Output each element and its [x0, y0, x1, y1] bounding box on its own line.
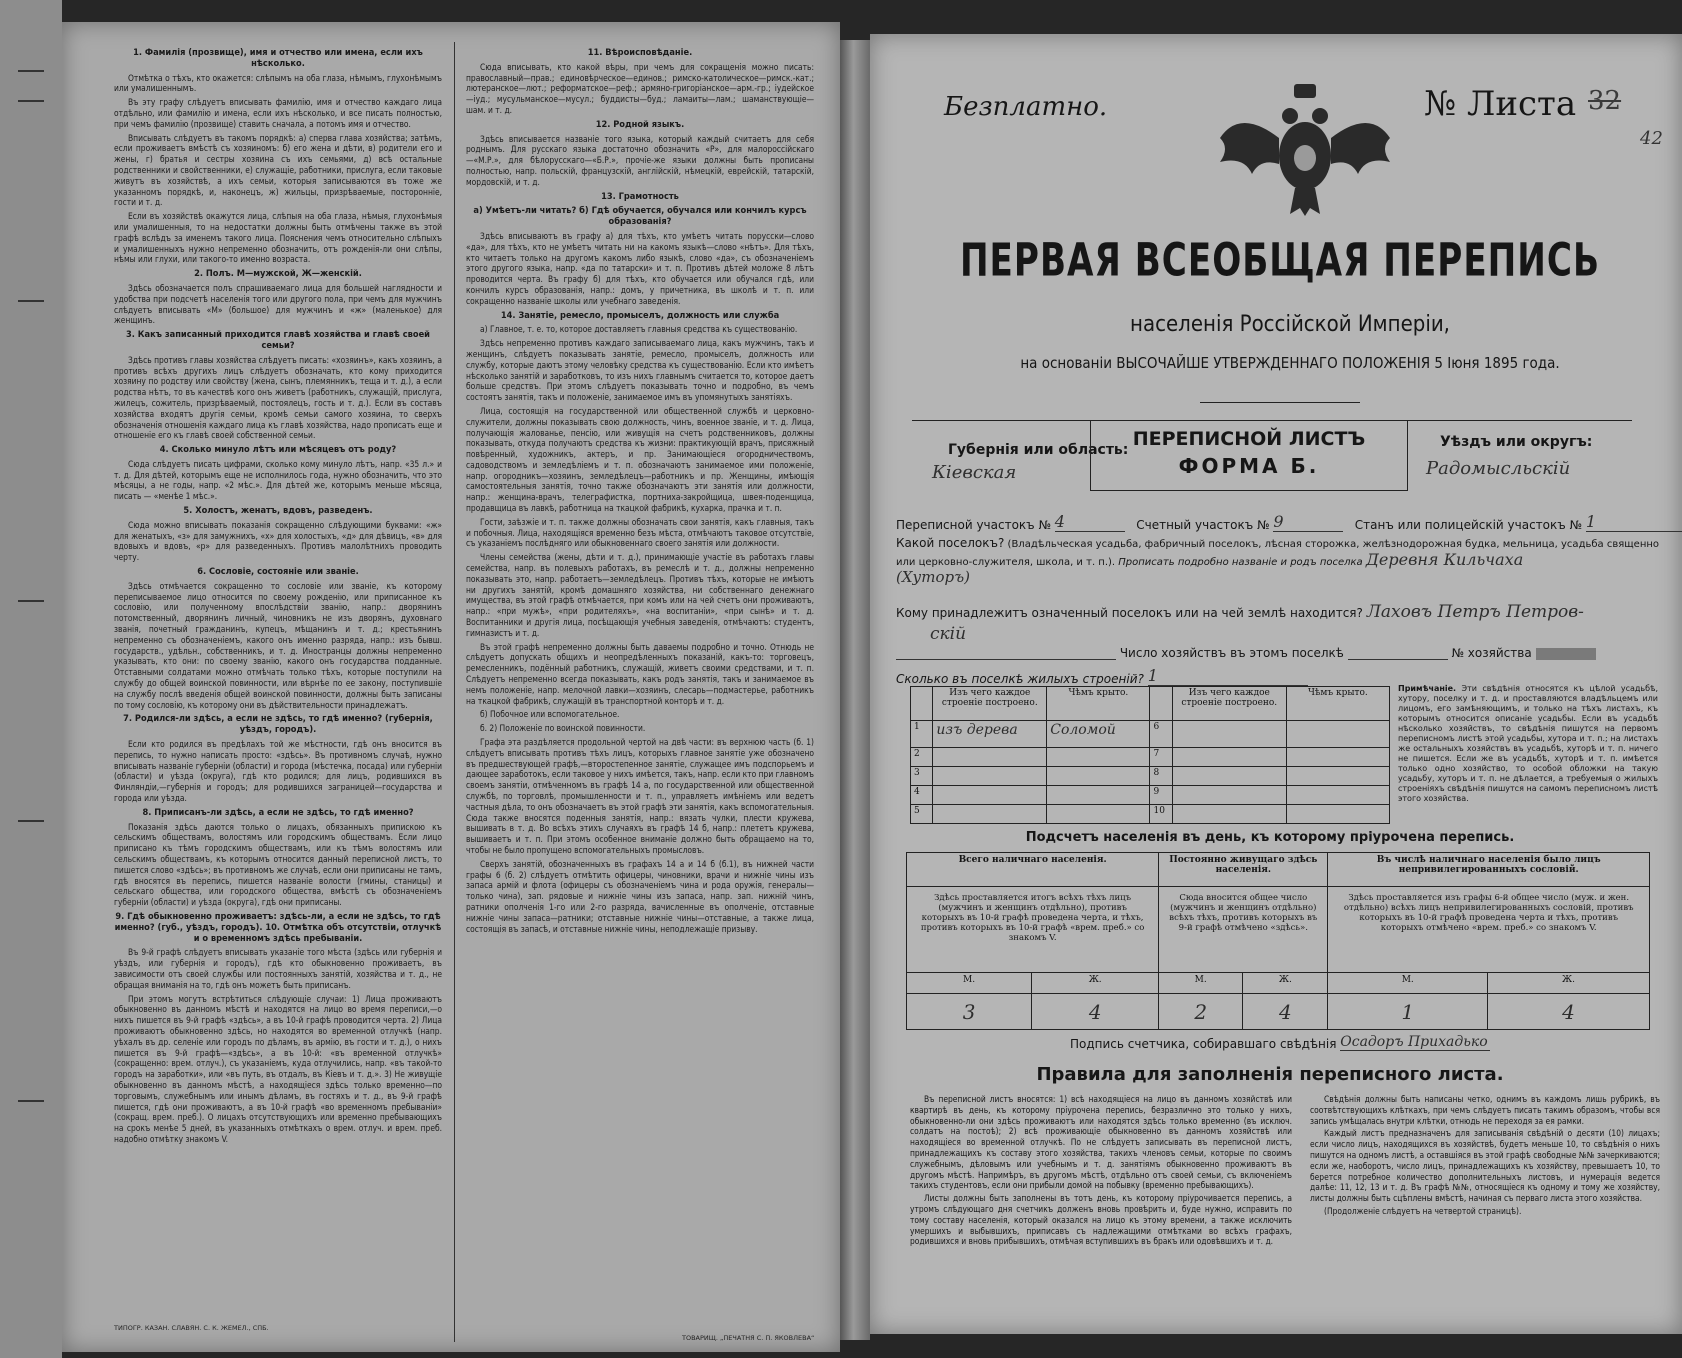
total-female-value: 4: [1032, 994, 1159, 1030]
buildings-roof-header: Чѣмъ крыто.: [1047, 687, 1150, 721]
section-heading: 2. Полъ. М—мужской, Ж—женскій.: [194, 268, 362, 280]
households-label: Число хозяйствъ въ этомъ поселкѣ: [1119, 646, 1344, 660]
instruction-paragraph: Здѣсь непременно противъ каждаго записываемаго лица, какъ мужчинъ, такъ и женщинъ, слѣдуетъ показывать занятіе, ремесло, промыселъ, должность или службу, которые даютъ этому человѣку средства къ существованію. Если кто имѣетъ нѣсколько занятій и заработковъ, то изъ нихъ главнымъ считается то, которое даетъ больше средствъ. При этомъ слѣдуетъ показывать точно и подробно, въ чемъ состоятъ занятія, такъ и положеніе, занимаемое имъ въ упомянутыхъ занятіяхъ.: [466, 338, 814, 403]
building-material: [1172, 805, 1286, 824]
instruction-paragraph: Въ этой графѣ непременно должны быть даваемы подробно и точно. Отнюдь не слѣдуетъ допускать общихъ и неопредѣленныхъ показаній, какъ-то: торговецъ, ремесленникъ, подённый работникъ, служащій, живетъ своими средствами, и т. п. Слѣдуетъ непременно всегда показывать, какъ родъ занятія, такъ и занимаемое въ немъ положеніе, напр. мелочной лавки—хозяинъ, слесарь—подмастерье, работникъ на ткацкой фабрикѣ, служащій въ транспортной конторѣ и т. д.: [466, 641, 814, 706]
enumerator-signature-row: [1070, 1034, 1490, 1051]
rules-paragraph: Листы должны быть заполнены въ тотъ день, къ которому пріурочивается перепись, а утромъ слѣдующаго дня счетчикъ долженъ вновь провѣрить и, буде нужно, исправить по тому составу населенія, который оказался на лицо къ этому времени, а также исключить умершихъ и выбывшихъ, приписавъ съ надлежащими отмѣтками во всѣхъ графахъ, родившихся и вновь прибывшихъ, отмѣчая вступившихъ въ бракъ или одовѣвшихъ и т. д.: [910, 1193, 1292, 1247]
buildings-roof-header-2: Чѣмъ крыто.: [1286, 687, 1389, 721]
building-roof: [1047, 786, 1150, 805]
perepisnoy-uchastok-label: Переписной участокъ №: [896, 518, 1051, 532]
building-roof: [1286, 748, 1389, 767]
instructions-column-2: [466, 44, 814, 937]
section-heading: 13. Грамотность: [601, 190, 679, 202]
instruction-paragraph: Отмѣтка о тѣхъ, кто окажется: слѣпымъ на оба глаза, нѣмымъ, глухонѣмымъ или умалишеннымъ.: [114, 72, 442, 94]
buildings-material-header-2: Изъ чего каждое строеніе построено.: [1172, 687, 1286, 721]
corner-handwritten-number: 42: [1640, 128, 1663, 149]
signature-label: Подпись счетчика, собиравшаго свѣдѣнія: [1070, 1037, 1337, 1051]
household-number-redacted: [1536, 648, 1596, 660]
male-label: М.: [907, 973, 1032, 994]
building-material: [1172, 748, 1286, 767]
settlement-hint: (Владѣльческая усадьба, фабричный поселокъ, лѣсная сторожка, желѣзнодорожная будка, мельница, усадьба священно или церковно-служителя, школа, и т. п.).: [896, 539, 1660, 568]
settlement-handwritten-value-2: (Хуторъ): [896, 568, 970, 586]
printer-imprint-left: ТИПОГР. КАЗАН. СЛАВЯН. С. К. ЖЕМЕЛ., СПБ.: [114, 1324, 269, 1332]
building-material: [933, 805, 1047, 824]
page-gutter: [840, 40, 870, 1340]
row-number: 7: [1150, 748, 1172, 767]
resident-male-value: 2: [1159, 994, 1243, 1030]
male-label: М.: [1328, 973, 1488, 994]
uezd-label: Уѣздъ или округъ:: [1440, 434, 1593, 450]
census-sheet-title: ПЕРЕПИСНОЙ ЛИСТЪ: [1132, 428, 1366, 450]
building-material: [933, 786, 1047, 805]
instruction-paragraph: Въ 9-й графѣ слѣдуетъ вписывать указаніе того мѣста (здѣсь или губернія и уѣздъ, или губернія и городъ), гдѣ кто обыкновенно проживаетъ, въ зависимости отъ своей службы или постоянныхъ занятій, хозяйства и т. д., не обращая вниманія на то, гдѣ онъ можетъ быть приписанъ.: [114, 947, 442, 990]
building-roof: [1286, 805, 1389, 824]
building-roof: [1047, 805, 1150, 824]
population-count-title: Подсчетъ населенія въ день, къ которому пріурочена перепись.: [1025, 830, 1515, 845]
section-heading: 8. Приписанъ-ли здѣсь, а если не здѣсь, то гдѣ именно?: [142, 806, 414, 818]
rules-column-1: [910, 1094, 1292, 1249]
instruction-paragraph: а) Главное, т. е. то, которое доставляетъ главныя средства къ существованію.: [480, 324, 798, 335]
double-headed-eagle-emblem: [1200, 78, 1410, 218]
female-label: Ж.: [1032, 973, 1159, 994]
form-subtitle: населенія Россійской Имперіи,: [1130, 312, 1450, 337]
nonprivileged-male-value: 1: [1328, 994, 1488, 1030]
female-label: Ж.: [1243, 973, 1328, 994]
section-heading: 14. Занятіе, ремесло, промыселъ, должность или служба: [500, 309, 780, 321]
instruction-paragraph: Сюда вписывать, кто какой вѣры, при чемъ для сокращенія можно писать: православный—прав.; единовѣрческое—единов.; римско-католическое—римск.-кат.; лютеранское—лют.; реформатское—реф.; армяно-григоріанское—арм.-гр.; іудейское—іуд.; мусульманское—мусул.; буддисты—буд.; ламаиты—лам.; шаманствующіе—шам. и т. д.: [466, 61, 814, 115]
total-population-header: Всего наличнаго населенія.: [907, 853, 1159, 887]
row-number: 6: [1150, 720, 1172, 748]
buildings-table: [910, 686, 1390, 824]
rules-paragraph: Каждый листъ предназначенъ для записыванія свѣдѣній о десяти (10) лицахъ; если число лицъ, находящихся въ хозяйствѣ, будетъ меньше 10, то свѣдѣнія о нихъ пишутся на одномъ листѣ, а оставшіяся въ этой графѣ свободные №№ зачеркиваются; если же, наоборотъ, число лицъ, принадлежащихъ къ хозяйству, превышаетъ 10, то берется потребное количество дополнительныхъ листовъ, и нумерація ведется далѣе: 11, 12, 13 и т. д. Въ графѣ №№, относящіеся къ одному и тому же хозяйству, листы должны быть сцѣплены вмѣстѣ, начиная съ перваго листа этого хозяйства.: [1310, 1128, 1660, 1204]
section-heading: 9. Гдѣ обыкновенно проживаетъ: здѣсь-ли, а если не здѣсь, то гдѣ именно? (губ., уѣздъ, городъ). 10. Отмѣтка объ отсутствіи, отлучкѣ и о временномъ здѣсь пребываніи.: [114, 910, 442, 944]
section-heading: 6. Сословіе, состояніе или званіе.: [197, 566, 359, 578]
section-heading: 5. Холостъ, женатъ, вдовъ, разведенъ.: [183, 505, 373, 517]
schetny-uchastok-value: 9: [1273, 512, 1343, 532]
population-count-table: [906, 852, 1650, 1030]
buildings-row: [896, 666, 1308, 686]
building-material: [1172, 720, 1286, 748]
row-number: 3: [911, 767, 933, 786]
section-heading: 3. Какъ записанный приходится главѣ хозяйства и главѣ своей семьи?: [126, 329, 430, 351]
buildings-table-row: [911, 748, 1390, 767]
row-number: 8: [1150, 767, 1172, 786]
section-heading: 4. Сколько минуло лѣтъ или мѣсяцевъ отъ роду?: [159, 444, 397, 456]
binding-edge: [0, 0, 62, 1358]
perepisnoy-uchastok-value: 4: [1055, 512, 1125, 532]
uezd-handwritten-value: Радомысльскій: [1426, 458, 1571, 479]
nonprivileged-population-instruction: Здѣсь проставляется изъ графы 6-й общее число (муж. и жен. отдѣльно) всѣхъ лицъ непривилегированныхъ сословій, противъ которыхъ въ 10-й графѣ проведена черта и тѣхъ, противъ которыхъ отмѣчено «врем. преб.» со знакомъ V.: [1328, 887, 1650, 973]
instruction-paragraph: При этомъ могутъ встрѣтиться слѣдующіе случаи: 1) Лица проживаютъ обыкновенно въ данномъ мѣстѣ и находятся на лицо во время переписи,—о нихъ пишется въ 9-й графѣ «здѣсь», а въ 10-й графѣ проводится черта. 2) Лица проживаютъ обыкновенно здѣсь, но находятся во временной отлучкѣ (напр. уѣхалъ въ др. селеніе или городъ по дѣламъ, въ армію, въ гости и т. д.), о нихъ пишется въ 9-й графѣ—«здѣсь», а въ 10-й: «въ временной отлучкѣ» (сокращенно: врем. отлуч.), съ указаніемъ, куда отлучились, напр. «въ такой-то городъ на заработки», или «въ путь, въ отдалъ, въ Кіевъ и т. д.». 3) Не живущіе обыкновенно въ данномъ мѣстѣ, а находящіеся здѣсь только временно—по торговымъ, служебнымъ или инымъ дѣламъ, въ гостяхъ и т. д., въ 9-й графѣ пишется, гдѣ они проживаютъ, а въ 10-й графѣ «во временномъ пребываніи» (сокращ. врем. преб.). О лицахъ отсутствующихъ или временно пребывающихъ на срокъ менѣе 5 дней, въ указанныхъ отмѣткахъ о врем. отлуч. и врем. преб. надобно отмѣтку знакомъ V.: [114, 993, 442, 1144]
signature-value: Осадоръ Прихадько: [1340, 1034, 1490, 1051]
title-separator: [1200, 402, 1360, 403]
building-material: [1172, 786, 1286, 805]
male-label: М.: [1159, 973, 1243, 994]
settlement-hint-2: Прописать подробно названіе и родъ поселка: [1118, 557, 1363, 568]
section-heading: а) Умѣетъ-ли читать? б) Гдѣ обучается, обучался или кончилъ курсъ образованія?: [473, 205, 807, 228]
buildings-table-row: [911, 767, 1390, 786]
buildings-label: Сколько въ поселкѣ жилыхъ строеній?: [896, 672, 1144, 686]
form-legal-basis: на основаніи ВЫСОЧАЙШЕ УТВЕРЖДЕННАГО ПОЛОЖЕНІЯ 5 Іюня 1895 года.: [1020, 354, 1560, 372]
row-number: 9: [1150, 786, 1172, 805]
instruction-paragraph: Гости, заѣзжіе и т. п. также должны обозначать свои занятія, какъ главныя, такъ и побочныя. Лица, находящіяся временно безъ мѣста, отмѣчаютъ таковое отсутствіе, съ указаніемъ послѣдняго или обыкновеннаго своего занятія или должности.: [466, 516, 814, 549]
buildings-table-row: [911, 805, 1390, 824]
instruction-paragraph: б. 2) Положеніе по воинской повинности.: [480, 723, 646, 734]
nonprivileged-female-value: 4: [1488, 994, 1650, 1030]
row-number: 1: [911, 720, 933, 748]
form-main-title: ПЕРВАЯ ВСЕОБЩАЯ ПЕРЕПИСЬ: [959, 233, 1601, 287]
instruction-paragraph: Если въ хозяйствѣ окажутся лица, слѣпыя на оба глаза, нѣмыя, глухонѣмыя или умалишенныя, то на недостатки должны быть отмѣчены также въ этой графѣ вслѣдъ за именемъ такого лица. Пояснения чемъ относительно слѣпыхъ и умалишенныхъ нужно непременно обозначить, отъ рожденія-ли они слѣпы, нѣмы или глухи, или такого-то именно возраста.: [114, 211, 442, 265]
left-page-instructions: [62, 22, 840, 1352]
instruction-paragraph: Здѣсь вписываютъ въ графу а) для тѣхъ, кто умѣетъ читать порусски—слово «да», для тѣхъ, кто не умѣетъ читать ни на какомъ языкѣ—слово «нѣтъ». Для тѣхъ, кто читаетъ только на другомъ какомъ либо языкѣ, слово «да», съ обозначеніемъ этого другого языка, напр. «да по татарски» и т. п. Противъ дѣтей моложе 8 лѣтъ проводится черта. Въ графу б) для тѣхъ, кто обучается или обучался гдѣ, или кончилъ курсъ образованія, напр.: домъ, у причетника, въ школѣ и т. п. или сокращенно названіе школы или учебнаго заведенія.: [466, 230, 814, 306]
rules-paragraph: Свѣдѣнія должны быть написаны четко, однимъ въ каждомъ лишь рубрикѣ, въ соотвѣтствующихъ клѣткахъ, при чемъ слѣдуетъ писать такимъ образомъ, чтобы вся запись умѣщалась внутри клѣтки, отнюдь не переходя за ея рамки.: [1310, 1094, 1660, 1126]
instruction-paragraph: б) Побочное или вспомогательное.: [480, 709, 620, 720]
sheet-number-value: 32: [1588, 86, 1622, 116]
buildings-table-header: [911, 687, 1390, 721]
instruction-paragraph: Графа эта раздѣляется продольной чертой на двѣ части: въ верхнюю часть (б. 1) слѣдуетъ вписывать противъ тѣхъ лицъ, которыхъ главное занятіе уже обозначено въ предшествующей графѣ,—второстепенное занятіе, служащее имъ подспорьемъ и дающее заработокъ, если таковое у нихъ имѣется, такъ, напр. если кто при главномъ своемъ занятіи, отмѣченномъ въ графѣ 14 а, по государственной или общественной службѣ, по торговлѣ, промышленности и т. п., управляетъ имѣніемъ или ведетъ частныя дѣла, то онъ обозначаетъ въ этой графѣ эти занятія, какъ вспомогательныя. Сюда также вносятся поденныя занятія, напр.: вязать чулки, плести кружева, вышивать в т. д. Во всѣхъ этихъ случаяхъ въ графѣ 14 б, напр.: плететъ кружева, вышиваетъ и т. п. При этомъ особенное вниманіе должно быть обращаемо на то, чтобы не было пропущено вспомогательныхъ промысловъ.: [466, 737, 814, 855]
section-heading: 12. Родной языкъ.: [595, 118, 685, 130]
instruction-paragraph: Здѣсь вписывается названіе того языка, который каждый считаетъ для себя роднымъ. Для русскаго языка достаточно обозначить «Р», для малороссійскаго—«М.Р.», для бѣлорусскаго—«Б.Р.», прочіе-же языки должны быть прописаны полностью, напр. польскій, французскій, англійскій, нѣмецкій, еврейскій, татарскій, мордовскій, и т. д.: [466, 133, 814, 187]
gubernia-handwritten-value: Кіевская: [932, 462, 1017, 483]
resident-population-instruction: Сюда вносится общее число (мужчинъ и женщинъ отдѣльно) всѣхъ тѣхъ, противъ которыхъ въ 9-й графѣ отмѣчено «здѣсь».: [1159, 887, 1328, 973]
row-number: 2: [911, 748, 933, 767]
row-number: 4: [911, 786, 933, 805]
instruction-paragraph: Сверхъ занятій, обозначенныхъ въ графахъ 14 а и 14 б (б.1), въ нижней части графы 6 (б. 2) слѣдуетъ отмѣтить офицеры, чиновники, врачи и нижніе чины изъ запаса армій и флота (офицеры съ обозначеніемъ чина и рода оружія, генералы—только чина), зап. рядовые и нижніе чины изъ запаса, напр. зап. нижній чинъ, ратники ополченія 1-го или 2-го разряда, вачисленные въ ополченіе, отставные нижніе чины запаса—ратники; отставные нижніе чины—отставные, а также лица, состоящія въ запасѣ, и отставные нижніе чины, неподлежащіе призыву.: [466, 858, 814, 934]
household-number-label: № хозяйства: [1451, 646, 1532, 660]
rules-paragraph: Въ переписной листъ вносятся: 1) всѣ находящіеся на лицо въ данномъ хозяйствѣ или квартирѣ въ день, къ которому пріурочена перепись, безразлично это только у нихъ, обыкновенно-ли они здѣсь проживаютъ или находятся здѣсь только временно (въ исключ. солдатъ на постоѣ); 2) всѣ проживающіе обыкновенно въ данномъ хозяйствѣ или находящіеся во временной отлучкѣ. По не слѣдуетъ записывать въ переписной листъ, принадлежащихъ къ составу этого хозяйства, такихъ членовъ семьи, которые по своимъ служебнымъ, дѣловымъ или учебнымъ и т. д. занятіямъ обыкновенно проживаютъ въ другомъ мѣстѣ. Напримѣръ, въ другомъ мѣстѣ, отдѣльно отъ своей семьи, съ включеніемъ такихъ студентовъ, если они прибыли домой на побывку (временно пребывающихъ).: [910, 1094, 1292, 1191]
note-title: Примѣчаніе.: [1398, 684, 1457, 693]
instruction-paragraph: Сюда слѣдуетъ писать цифрами, сколько кому минуло лѣтъ, напр. «35 л.» и т. д. Для дѣтей, которымъ еще не исполнилось года, нужно обозначить, что это мѣсяцы, а не годы, напр. «2 мѣс.». Для дѣтей же, которымъ меньше мѣсяца, писать — «менѣе 1 мѣс.».: [114, 458, 442, 502]
district-row: [896, 512, 1682, 532]
stan-value: 1: [1586, 512, 1682, 532]
instruction-paragraph: Если кто родился въ предѣлахъ той же мѣстности, гдѣ онъ вносится въ перепись, то нужно написать просто: «здѣсь». Въ противномъ случаѣ, нужно вписывать названіе губерніи (области) и города (мѣстечка, посада) или губерніи (области) и уѣзда (округа), гдѣ кто родился; для лицъ, родившихся въ Финляндіи,—губернія и городъ; для родившихся заграницей—государства и города или уѣзда.: [114, 739, 442, 803]
instruction-paragraph: Показанія здѣсь даются только о лицахъ, обязанныхъ припискою къ сельскимъ обществамъ, волостямъ или городскимъ обществамъ. Если лицо приписано къ тѣмъ городскимъ обществамъ, или къ тѣмъ волостямъ или сельскимъ обществамъ, къ которымъ относится данный переписной листъ, то пишется слово «здѣсь»; въ противномъ же случаѣ, если они приписаны не тамъ, гдѣ вносятся въ перепись, пишется названіе волости (гмины, станицы) и сельскаго общества, или городского общества, вмѣстѣ съ обозначеніемъ губерніи (области) и уѣзда (округа), гдѣ они приписаны.: [114, 821, 442, 908]
row-number: 5: [911, 805, 933, 824]
settlement-label: Какой поселокъ?: [896, 536, 1005, 550]
owner-row: [896, 602, 1584, 622]
buildings-table-row: [911, 720, 1390, 748]
instruction-paragraph: Лица, состоящія на государственной или общественной службѣ и церковно-служители, должны показывать свою должность, чинъ, военное званіе, и т. д. Лица, получающія жалованье, пенсію, или живущія на счетъ родственниковъ, должны показывать, откуда получаютъ средства къ жизни: практикующій врачъ, присяжный повѣренный, художникъ, актеръ, и пр. Занимающіеся огородничествомъ, садоводствомъ и земледѣліемъ и т. п. обозначаютъ занимаемое ими положеніе, напр. огородникъ—хозяинъ, земледѣлецъ—работникъ и пр. Женщины, имѣющія самостоятельныя занятія, точно также обозначаютъ эти занятія или должности, напр.: женщина-врачъ, телеграфистка, портниха-закройщица, швея-поденщица, продавщица въ лавкѣ, работница на ткацкой фабрикѣ, кухарка, прачка и т. п.: [466, 405, 814, 514]
settlement-handwritten-value: Деревня Кильчаха: [1365, 550, 1524, 569]
right-page-census-form: [870, 34, 1682, 1334]
resident-population-header: Постоянно живущаго здѣсь населенія.: [1159, 853, 1328, 887]
sheet-number-label: № Листа: [1424, 84, 1577, 124]
resident-female-value: 4: [1243, 994, 1328, 1030]
owner-handwritten-value: Лаховъ Петръ Петров-: [1366, 602, 1584, 622]
female-label: Ж.: [1488, 973, 1650, 994]
gubernia-label: Губернія или область:: [948, 442, 1129, 458]
section-heading: 11. Вѣроисповѣданіе.: [587, 47, 693, 58]
instruction-paragraph: Сюда можно вписывать показанія сокращенно слѣдующими буквами: «ж» для женатыхъ, «з» для замужнихъ, «х» для холостыхъ, «д» для дѣвицъ, «в» для вдовыхъ и вдовъ, «р» для разведенныхъ. Противъ малолѣтнихъ проводить черту.: [114, 519, 442, 563]
rules-column-2: [1310, 1094, 1660, 1219]
instruction-paragraph: Здѣсь обозначается полъ спрашиваемаго лица для большей наглядности и удобства при подсчетѣ населенія того или другого пола, при чемъ для мужчинъ слѣдуетъ вписывать «М» (большое) для мужчинъ и «ж» (маленькое) для женщинъ.: [114, 282, 442, 326]
instruction-paragraph: Здѣсь противъ главы хозяйства слѣдуетъ писать: «хозяинъ», какъ хозяинъ, а противъ всѣхъ другихъ лицъ слѣдуетъ обозначать, кто кому приходится хозяину по родству или свойству (жена, сынъ, племянникъ, теща и т. д.), а если родства нѣтъ, то въ качествѣ кого онъ живетъ (работникъ, служащій, прислуга, жилецъ, сожитель, призрѣваемый, постоялецъ, гость и т. д.). Если въ составъ хозяйства входятъ другія семьи, кромѣ семьи самого хозяина, то сверхъ обозначенія отношенія каждаго лица къ главѣ хозяйства, надо прописать еще и отношеніе его къ главѣ своей собственной семьи.: [114, 354, 442, 441]
instruction-paragraph: Здѣсь отмѣчается сокращенно то сословіе или званіе, къ которому переписываемое лицо относится по своему рожденію, или приписанное къ сословію, или полученному впослѣдствіи званію, напр.: дворянинъ потомственный, дворянинъ личный, чиновникъ не изъ дворянъ, духовнаго званія, почетный гражданинъ, купецъ, мѣщанинъ и т. д.; крестьянинъ непременно съ обозначеніемъ, какого онъ именно разряда, напр.: изъ бывш. государств., удѣльн., собственникъ, и т. д. Иностранцы должны непременно указывать, кто они: по своему званію, какого онъ государства подданные. Отставными солдатами можно отмѣчать только тѣхъ, которые поступили на службу до общей воинской повинности, или вѣрнѣе по ее закону, поступившіе на службу послѣ введенія общей воинской повинности, должны быть записаны по тому сословію, къ которому они въ дѣйствительности принадлежатъ.: [114, 580, 442, 710]
section-heading: 1. Фамилія (прозвище), имя и отчество или имена, если ихъ нѣсколько.: [133, 47, 423, 69]
buildings-value: 1: [1148, 666, 1308, 686]
rules-paragraph: (Продолженіе слѣдуетъ на четвертой страницѣ).: [1324, 1205, 1522, 1216]
stan-label: Станъ или полицейскій участокъ №: [1354, 518, 1583, 532]
building-roof: [1286, 767, 1389, 786]
section-heading: 7. Родился-ли здѣсь, а если не здѣсь, то гдѣ именно? (губернія, уѣздъ, городъ).: [123, 713, 433, 736]
total-population-instruction: Здѣсь проставляется итогъ всѣхъ тѣхъ лицъ (мужчинъ и женщинъ отдѣльно), противъ которыхъ въ 10-й графѣ проведена черта, и тѣхъ, противъ которыхъ въ 10-й графѣ «врем. преб.» со знакомъ V.: [907, 887, 1159, 973]
households-row: [896, 646, 1666, 660]
building-roof: [1047, 748, 1150, 767]
printer-imprint-right: ТОВАРИЩ. „ПЕЧАТНЯ С. П. ЯКОВЛЕВА“: [682, 1334, 815, 1342]
form-b-title: ФОРМА Б.: [1178, 454, 1320, 478]
owner-handwritten-value-2: скій: [930, 624, 967, 644]
note-text: Эти свѣдѣнія относятся къ цѣлой усадьбѣ, хутору, поселку и т. д. и проставляются владѣльцемъ или лицомъ, его замѣняющимъ, и только на тѣхъ листахъ, къ которымъ относится описаніе усадьбы. Если въ усадьбѣ нѣсколько хозяйствъ, то свѣдѣнія пишутся на первомъ переписномъ листѣ этой усадьбы, хутора и т. п.; на листахъ же остальныхъ хозяйствъ въ усадьбѣ, хуторѣ и т. п. ничего не пишется. Если же въ усадьбѣ, хуторѣ и т. п. имѣется только одно хозяйство, то особой обложки на такую усадьбу, хуторъ и т. п. не дѣлается, а требуемыя о жилыхъ строеніяхъ свѣдѣнія пишутся на самомъ переписномъ листѣ этого хозяйства.: [1398, 684, 1658, 803]
census-sheet-title-box: [1090, 420, 1408, 491]
instruction-paragraph: Вписывать слѣдуетъ въ такомъ порядкѣ: а) сперва глава хозяйства; затѣмъ, если проживаетъ вмѣстѣ съ хозяиномъ: б) его жена и дѣти, в) родители его и жены, г) братья и сестры хозяина съ ихъ семьями, д) всѣ остальные родственники и свойственники, е) служащіе, работники, прислуга, если таковые живутъ въ хозяйствѣ, а ихъ семьи, которыя записываются въ тоже же указанномъ порядкѣ, и, наконецъ, ж) жильцы, призрѣваемые, посторонніе, гости и т. д.: [114, 132, 442, 208]
buildings-note: [1398, 684, 1658, 804]
nonprivileged-population-header: Въ числѣ наличнаго населенія было лицъ непривилегированныхъ сословій.: [1328, 853, 1650, 887]
building-roof: [1286, 720, 1389, 748]
owner-label: Кому принадлежитъ означенный поселокъ или на чей землѣ находится?: [896, 606, 1363, 620]
building-roof: [1047, 767, 1150, 786]
building-roof: Соломой: [1047, 720, 1150, 748]
building-material: [933, 767, 1047, 786]
building-roof: [1286, 786, 1389, 805]
building-material: [1172, 767, 1286, 786]
instruction-paragraph: Въ эту графу слѣдуетъ вписывать фамилію, имя и отчество каждаго лица отдѣльно, или фамилію и имена, если ихъ нѣсколько, и все писать полностью, при чемъ фамилію (прозвище) ставить сначала, а потомъ имя и отчество.: [114, 97, 442, 129]
building-material: изъ дерева: [933, 720, 1047, 748]
rules-title: Правила для заполненія переписного листа.: [1036, 1064, 1504, 1085]
settlement-type-row: [896, 536, 1668, 587]
column-divider: [454, 42, 455, 1342]
free-label: Безплатно.: [944, 92, 1108, 122]
schetny-uchastok-label: Счетный участокъ №: [1136, 518, 1270, 532]
total-male-value: 3: [907, 994, 1032, 1030]
building-material: [933, 748, 1047, 767]
instruction-paragraph: Члены семейства (жены, дѣти и т. д.), принимающіе участіе въ работахъ главы семейства, напр. въ полевыхъ работахъ, въ ремеслѣ и т. д., должны непременно показывать это, напр. работаетъ—земледѣлецъ. Противъ тѣхъ, которые не имѣютъ ни другихъ занятій, кромѣ домашняго хозяйства, ни собственнаго денежнаго имущества, въ этой графѣ отмѣчается, при комъ или на чей счетъ они проживаютъ, напр.: «при мужѣ», «при родителяхъ», «на воспитаніи», «при сынѣ» и т. д. Воспитанники и другія лица, посѣщающія учебныя заведенія, отмѣчаютъ: студентъ, гимназистъ и т. д.: [466, 552, 814, 638]
buildings-table-row: [911, 786, 1390, 805]
row-number: 10: [1150, 805, 1172, 824]
buildings-material-header: Изъ чего каждое строеніе построено.: [933, 687, 1047, 721]
instructions-column-1: [114, 44, 442, 1148]
